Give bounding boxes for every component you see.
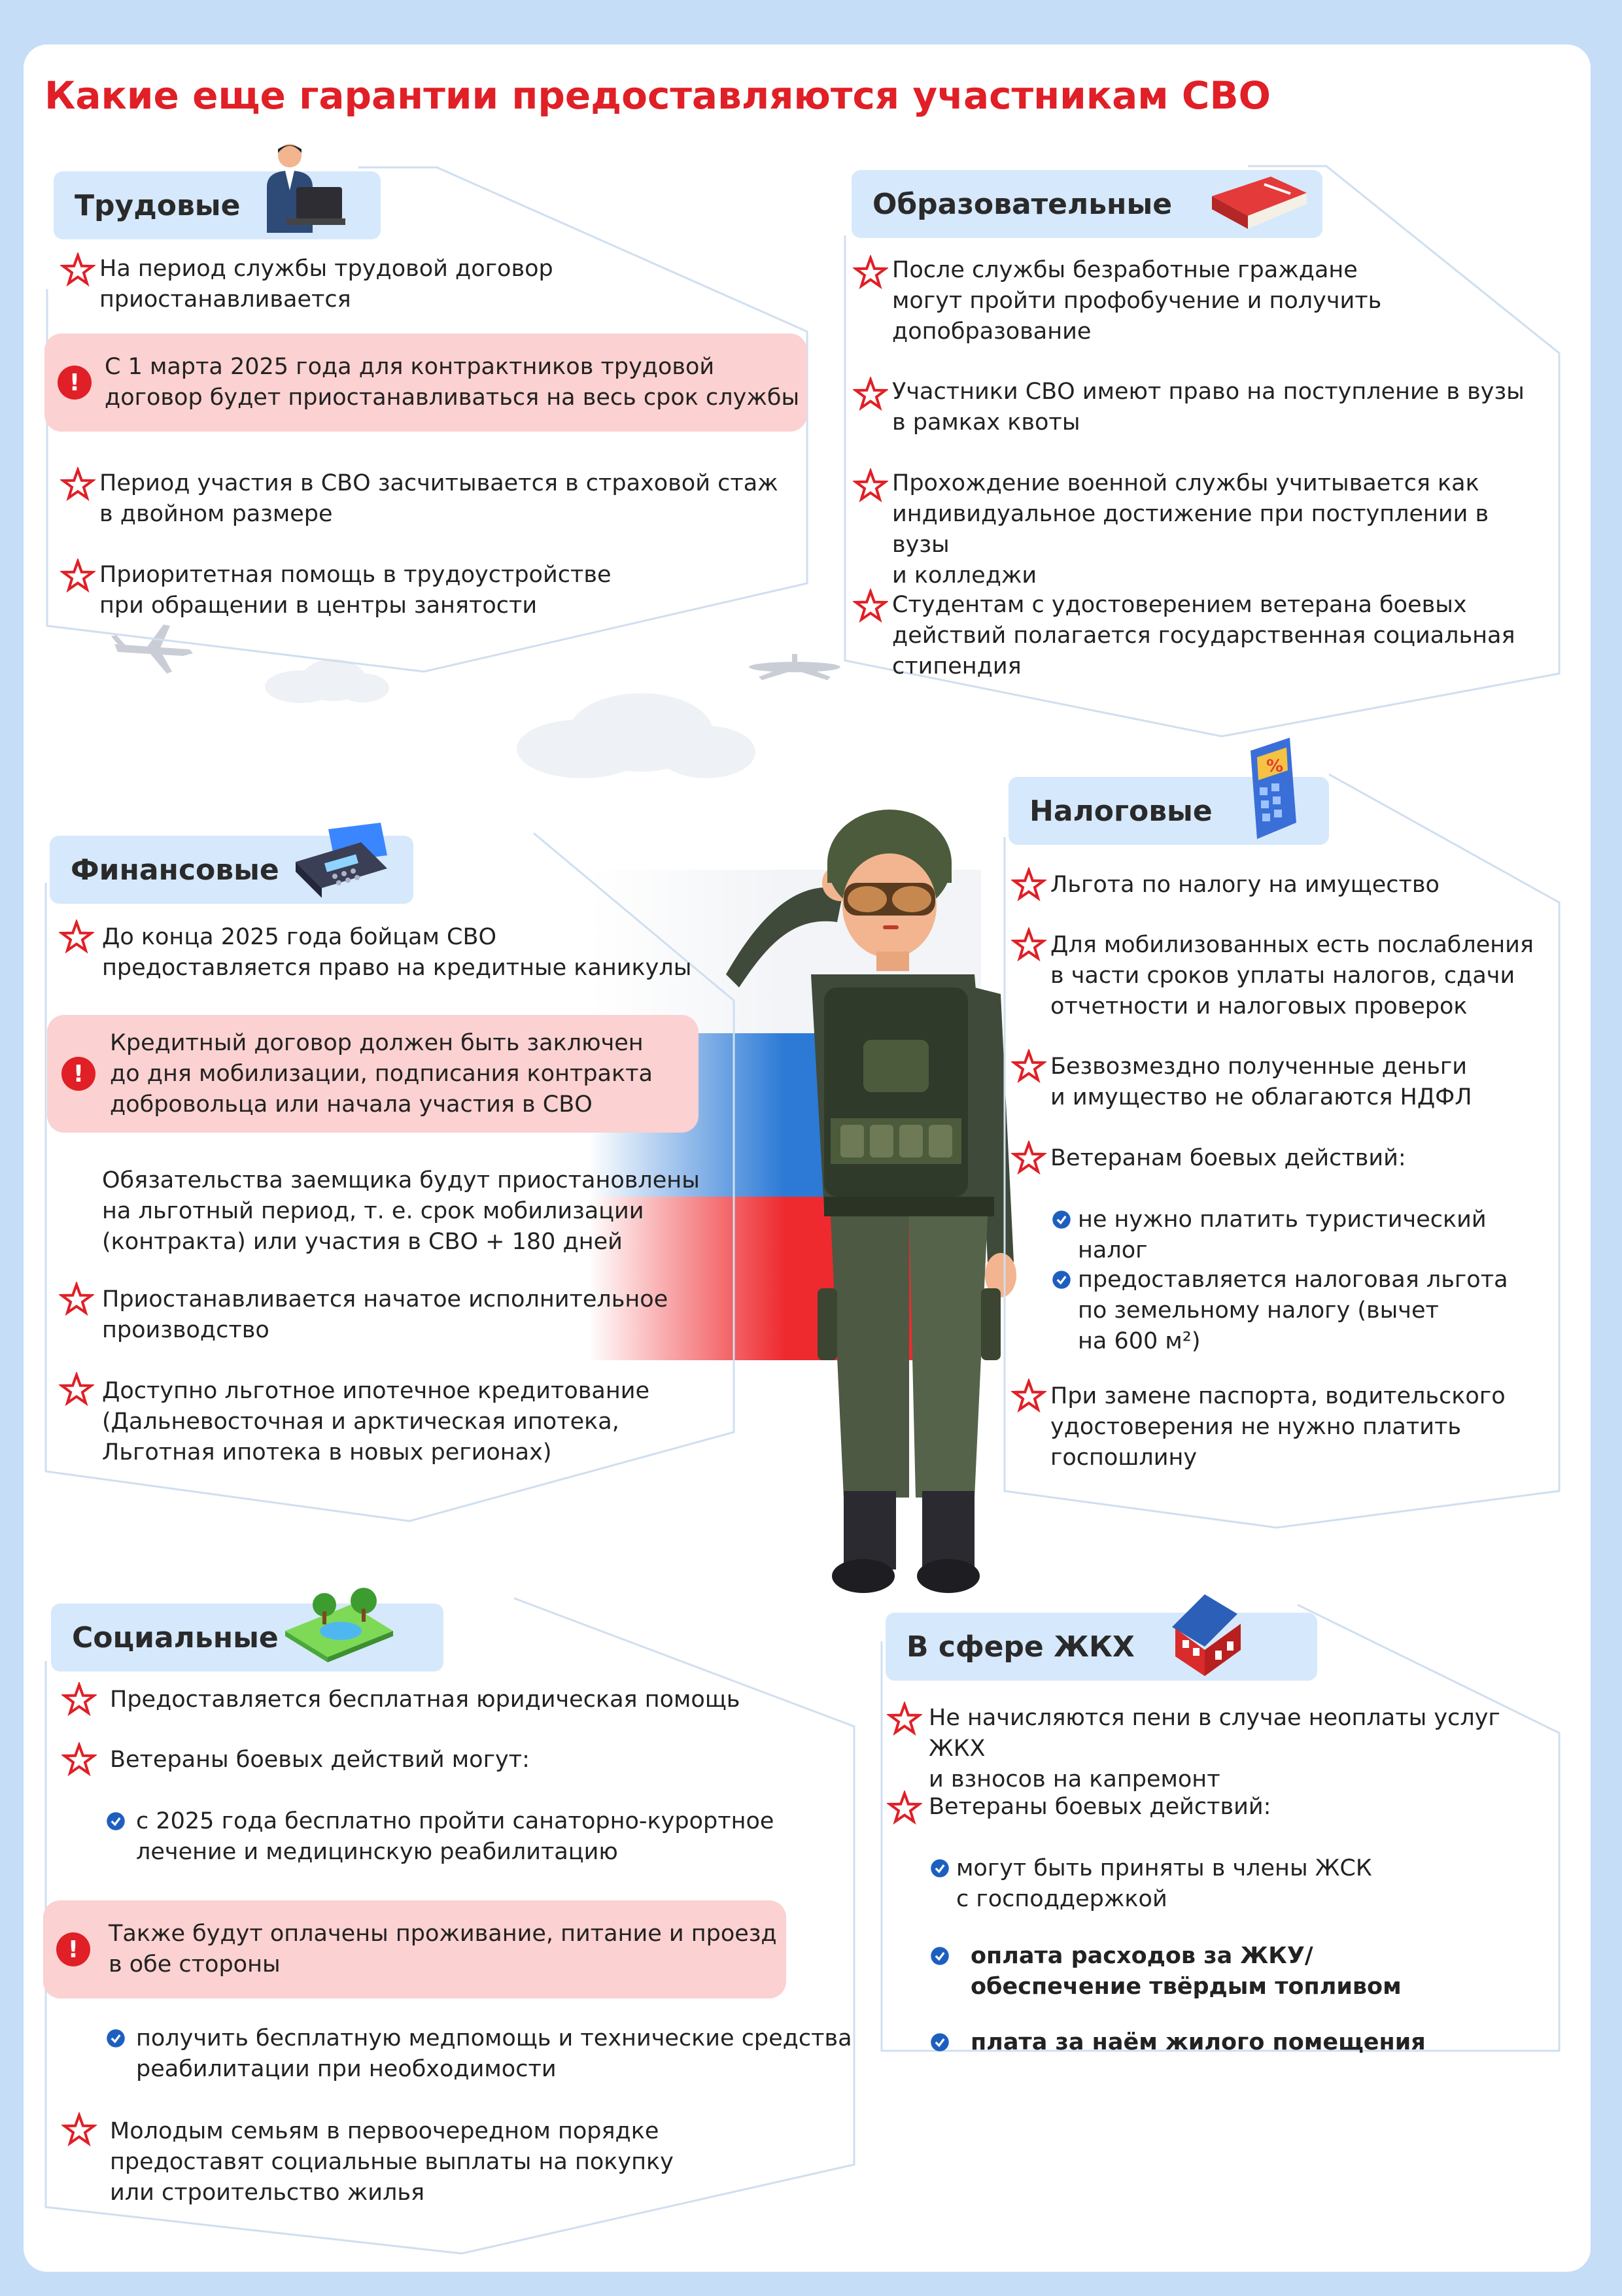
alert-box: ! Также будут оплачены проживание, питание и проезд в обе стороны [43, 1900, 786, 1998]
star-bullet-icon [1011, 1049, 1046, 1084]
star-bullet-icon [59, 1372, 94, 1407]
check-bullet-icon [106, 2029, 126, 2048]
page-title: Какие еще гарантии предоставляются участникам СВО [44, 73, 1271, 118]
soldier-illustration [713, 791, 1027, 1602]
section-social [43, 1596, 857, 2256]
list-item: Студентам с удостоверением ветерана боевых действий полагается государственная социальная стипендия [892, 592, 1515, 679]
list-item: Приостанавливается начатое исполнительное производство [102, 1286, 668, 1343]
list-item: При замене паспорта, водительского удостоверения не нужно платить госпошлину [1050, 1383, 1506, 1471]
list-item: Доступно льготное ипотечное кредитование (Дальневосточная и арктическая ипотека, Льготная ипотека в новых регионах) [102, 1378, 650, 1465]
sub-list-item: не нужно платить туристический налог [1078, 1207, 1487, 1263]
section-finance [43, 831, 736, 1524]
check-bullet-icon [930, 1859, 950, 1878]
section-labor [44, 165, 810, 675]
star-bullet-icon [1011, 867, 1046, 902]
park-icon [279, 1585, 396, 1664]
card-terminal-icon [289, 823, 394, 901]
office-worker-icon [260, 141, 345, 233]
alert-box: ! С 1 марта 2025 года для контрактников трудовой договор будет приостанавливаться на весь срок службы [44, 334, 807, 432]
section-housing [879, 1602, 1562, 2060]
check-bullet-icon [106, 1811, 126, 1831]
star-bullet-icon [1011, 1379, 1046, 1414]
alert-box: ! Кредитный договор должен быть заключен до дня мобилизации, подписания контракта добровольца или начала участия в СВО [47, 1015, 699, 1133]
sub-list-item: могут быть приняты в члены ЖСК с господдержкой [956, 1855, 1372, 1912]
star-bullet-icon [853, 377, 888, 412]
section-title: Финансовые [71, 853, 279, 887]
star-bullet-icon [59, 919, 94, 955]
section-title: В сфере ЖКХ [906, 1630, 1135, 1664]
check-bullet-icon [1052, 1270, 1071, 1290]
cloud-icon [510, 687, 759, 785]
star-bullet-icon [853, 589, 888, 624]
list-item: Прохождение военной службы учитывается как индивидуальное достижение при поступлении в вузы и колледжи [892, 470, 1489, 589]
sub-list-item: оплата расходов за ЖКУ/ обеспечение твёрдым топливом [971, 1943, 1402, 2000]
list-item: После службы безработные граждане могут пройти профобучение и получить допобразование [892, 257, 1382, 345]
list-item: Молодым семьям в первоочередном порядке предоставят социальные выплаты на покупку или строительство жилья [110, 2118, 674, 2206]
star-bullet-icon [59, 1282, 94, 1317]
section-title: Социальные [72, 1620, 279, 1654]
star-bullet-icon [60, 252, 95, 288]
calculator-icon [1244, 738, 1303, 842]
sub-list-item: с 2025 года бесплатно пройти санаторно-курортное лечение и медицинскую реабилитацию [136, 1808, 774, 1865]
star-bullet-icon [853, 468, 888, 504]
book-icon [1205, 157, 1310, 235]
list-item: Не начисляются пени в случае неоплаты услуг ЖКХ и взносов на капремонт [929, 1705, 1500, 1792]
house-icon [1165, 1588, 1257, 1679]
section-title: Трудовые [75, 188, 241, 222]
section-education [842, 163, 1562, 739]
star-bullet-icon [1011, 1140, 1046, 1176]
list-item: Приоритетная помощь в трудоустройстве при обращении в центры занятости [99, 562, 612, 619]
list-item: Ветеранам боевых действий: [1050, 1145, 1406, 1171]
list-item: Предоставляется бесплатная юридическая помощь [110, 1687, 740, 1713]
list-item: Ветераны боевых действий могут: [110, 1747, 530, 1773]
star-bullet-icon [853, 255, 888, 290]
list-item: Для мобилизованных есть послабления в части сроков уплаты налогов, сдачи отчетности и налоговых проверок [1050, 932, 1534, 1019]
star-bullet-icon [60, 467, 95, 502]
list-item: До конца 2025 года бойцам СВО предоставляется право на кредитные каникулы [102, 924, 692, 981]
star-bullet-icon [887, 1702, 922, 1737]
star-bullet-icon [61, 1742, 97, 1777]
list-item: Обязательства заемщика будут приостановлены на льготный период, т. е. срок мобилизации (контракта) или участия в СВО + 180 дней [102, 1167, 700, 1255]
check-bullet-icon [930, 2032, 950, 2052]
list-item: Ветераны боевых действий: [929, 1794, 1271, 1820]
list-item: Участники СВО имеют право на поступление в вузы в рамках квоты [892, 379, 1525, 436]
star-bullet-icon [1011, 927, 1046, 963]
sub-list-item: получить бесплатную медпомощь и технические средства реабилитации при необходимости [136, 2025, 852, 2082]
star-bullet-icon [61, 1682, 97, 1717]
list-item: Период участия в СВО засчитывается в страховой стаж в двойном размере [99, 470, 778, 527]
list-item: Безвозмездно полученные деньги и имущество не облагаются НДФЛ [1050, 1054, 1472, 1110]
svg-text:%: % [1266, 757, 1284, 776]
section-title: Налоговые [1029, 794, 1213, 828]
check-bullet-icon [1052, 1210, 1071, 1229]
check-bullet-icon [930, 1946, 950, 1966]
sub-list-item: предоставляется налоговая льгота по земельному налогу (вычет на 600 м²) [1078, 1267, 1508, 1354]
exclamation-icon: ! [58, 366, 92, 400]
star-bullet-icon [60, 558, 95, 594]
list-item: Льгота по налогу на имущество [1050, 872, 1440, 898]
section-title: Образовательные [872, 187, 1173, 221]
star-bullet-icon [887, 1791, 922, 1826]
section-tax [1002, 757, 1562, 1530]
list-item: На период службы трудовой договор приостанавливается [99, 256, 553, 313]
exclamation-icon: ! [61, 1057, 95, 1091]
exclamation-icon: ! [56, 1932, 90, 1966]
sub-list-item: плата за наём жилого помещения [971, 2029, 1426, 2055]
star-bullet-icon [61, 2112, 97, 2148]
